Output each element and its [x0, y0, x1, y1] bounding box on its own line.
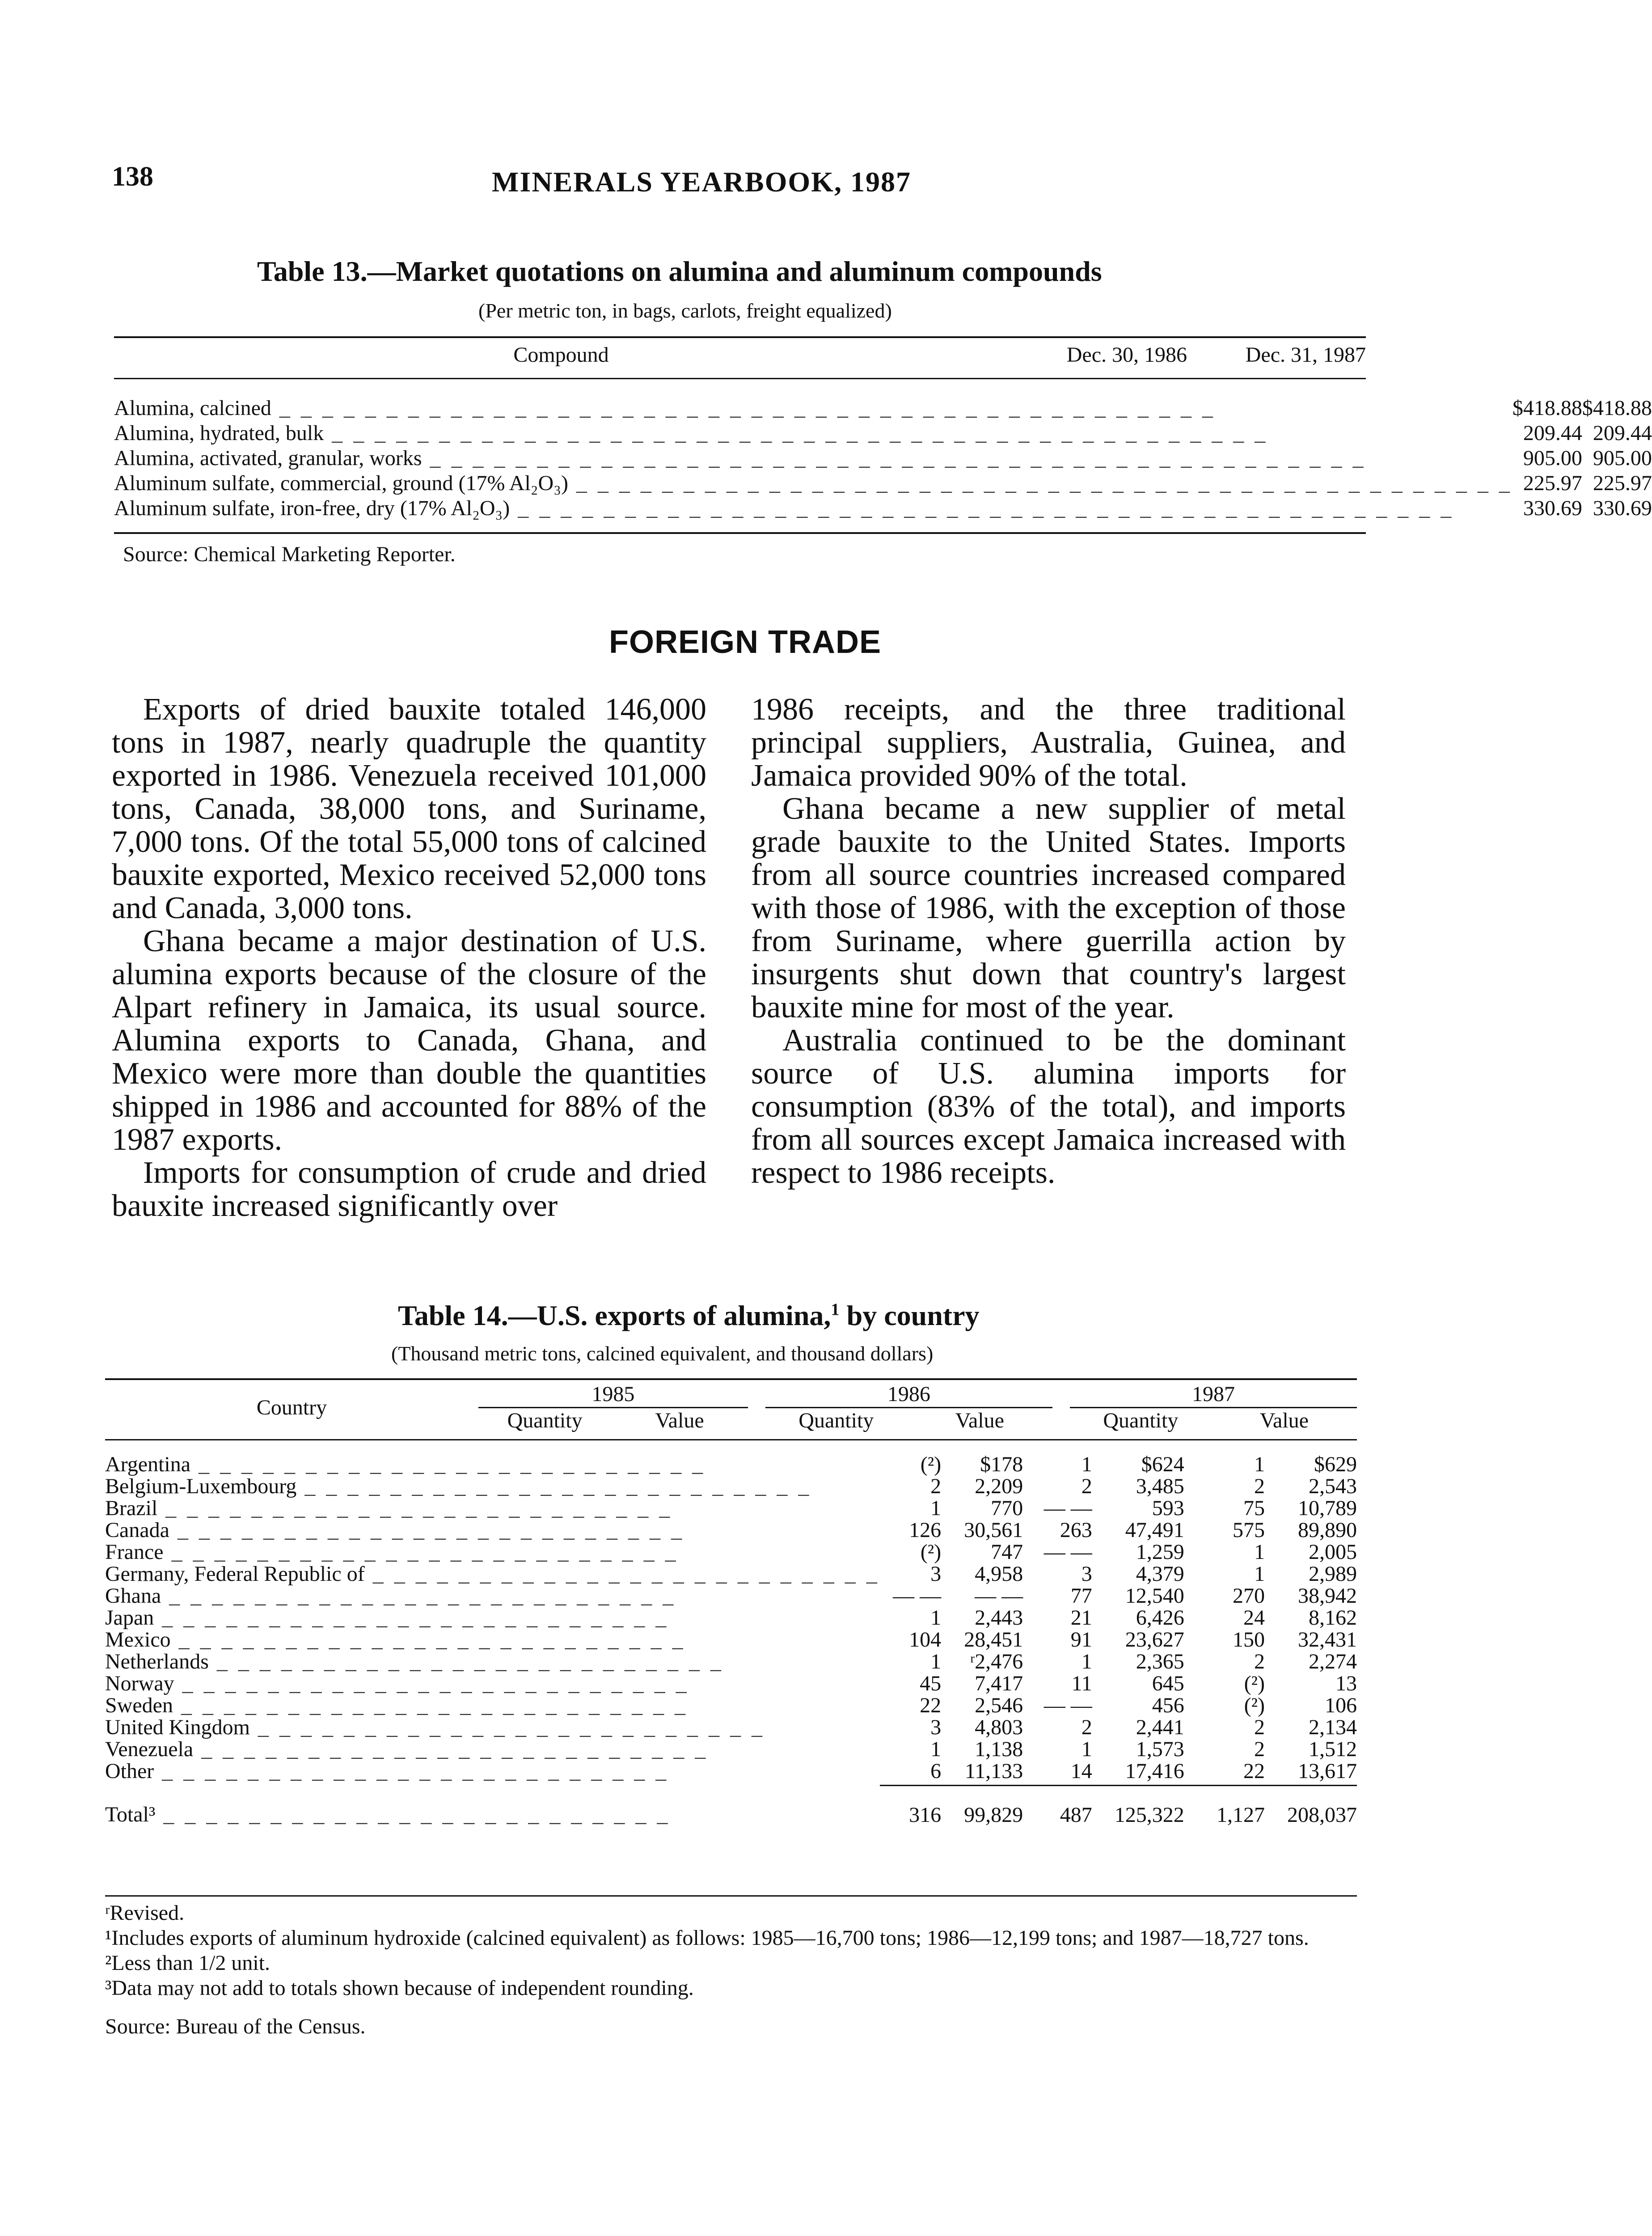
- value-cell: 13,617: [1298, 1759, 1357, 1783]
- value-cell: $624: [1141, 1453, 1184, 1476]
- value-cell: 3,485: [1136, 1474, 1184, 1498]
- value-cell: 2,443: [975, 1606, 1023, 1630]
- paragraph: 1986 receipts, and the three traditional principal suppliers, Australia, Guinea, and Jamaica provided 90% of the total.: [751, 692, 1346, 793]
- country-name: Other: [105, 1759, 154, 1783]
- value-cell: 28,451: [964, 1628, 1023, 1652]
- quantity-cell: 126: [909, 1518, 942, 1542]
- quantity-cell: 3: [930, 1562, 942, 1586]
- value-cell: ʳ2,476: [970, 1650, 1023, 1673]
- value-cell: 2,134: [1309, 1715, 1357, 1739]
- country-name: Netherlands: [105, 1650, 209, 1673]
- quantity-cell: 150: [1233, 1628, 1265, 1652]
- quantity-cell: 21: [1070, 1606, 1092, 1630]
- table13-col-1986: Dec. 30, 1986: [1066, 343, 1187, 367]
- value-cell: 208,037: [1287, 1803, 1357, 1827]
- value-cell: 2,209: [975, 1474, 1023, 1498]
- page-number: 138: [112, 161, 153, 192]
- sub-header-value: Value: [955, 1409, 1004, 1432]
- compound-name: Alumina, activated, granular, works: [114, 446, 422, 470]
- value-cell: 770: [991, 1496, 1023, 1520]
- table14-top-rule: [105, 1378, 1357, 1380]
- quantity-cell: 270: [1233, 1584, 1265, 1608]
- quantity-cell: 575: [1233, 1518, 1265, 1542]
- value-cell: 32,431: [1298, 1628, 1357, 1652]
- paragraph: Ghana became a new supplier of metal grade bauxite to the United States. Imports from all source countries increased compared with those of 1986, with the exception of those from Suriname, where guerrilla action by insurgents shut down that country's largest bauxite mine for most of the year.: [751, 792, 1346, 1025]
- quantity-cell: 2: [1254, 1650, 1265, 1673]
- paragraph: Australia continued to be the dominant source of U.S. alumina imports for consumption (83% of the total), and imports from all sources except Jamaica increased with respect to 1986 receipts.: [751, 1023, 1346, 1190]
- table14-subtitle: (Thousand metric tons, calcined equivalent, and thousand dollars): [391, 1342, 934, 1365]
- quantity-cell: 1: [1081, 1453, 1092, 1476]
- table14-title: Table 14.—U.S. exports of alumina,$^1$ by country: [398, 1300, 980, 1331]
- table14-row: Germany, Federal Republic of _ _ _ _ _ _ _ _ _ _ _ _ _ _ _ _ _ _ _ _ _ _ _ _ 3 4,958 3 4,379 1 2,989: [105, 1562, 1357, 1586]
- value-1987: $418.88: [1582, 396, 1652, 420]
- quantity-cell: 2: [1254, 1474, 1265, 1498]
- table14-row: United Kingdom _ _ _ _ _ _ _ _ _ _ _ _ _ _ _ _ _ _ _ _ _ _ _ _ 3 4,803 2 2,441 2 2,134: [105, 1715, 1357, 1739]
- table14-row: Norway _ _ _ _ _ _ _ _ _ _ _ _ _ _ _ _ _ _ _ _ _ _ _ _ 45 7,417 11 645 (²) 13: [105, 1672, 1357, 1695]
- value-cell: 1,138: [975, 1737, 1023, 1761]
- quantity-cell: 22: [920, 1694, 942, 1717]
- value-cell: 89,890: [1298, 1518, 1357, 1542]
- quantity-cell: 14: [1070, 1759, 1092, 1783]
- value-cell: 1,573: [1136, 1737, 1184, 1761]
- table13-body: [114, 396, 1652, 521]
- footnote: ³Data may not add to totals shown because of independent rounding.: [105, 1976, 694, 2000]
- value-1986: $418.88: [1512, 396, 1582, 420]
- table13-row: Alumina, activated, granular, works _ _ _ _ _ _ _ _ _ _ _ _ _ _ _ _ _ _ _ _ _ _ _ _ _ _ _ _ _ _ _ _ _ _ _ _ _ _ _ _ _ _ _ _ 905.00 905.00: [114, 446, 1652, 470]
- footnote: ²Less than 1/2 unit.: [105, 1951, 270, 1975]
- footnote: ʳRevised.: [105, 1901, 185, 1925]
- quantity-cell: 1: [930, 1496, 942, 1520]
- table13-top-rule: [114, 336, 1366, 338]
- quantity-cell: 24: [1243, 1606, 1265, 1630]
- table13-title: Table 13.—Market quotations on alumina and aluminum compounds: [257, 255, 1102, 287]
- value-cell: 30,561: [964, 1518, 1023, 1542]
- table13-subtitle: (Per metric ton, in bags, carlots, freight equalized): [478, 299, 892, 322]
- text-column-left: [112, 693, 706, 1223]
- quantity-cell: 1: [1254, 1562, 1265, 1586]
- table13-bottom-rule: [114, 532, 1366, 534]
- sub-header-value: Value: [655, 1409, 704, 1432]
- country-name: Norway: [105, 1672, 174, 1695]
- country-name: Total³: [105, 1803, 156, 1827]
- compound-name: Alumina, hydrated, bulk: [114, 421, 324, 445]
- country-name: Canada: [105, 1518, 169, 1542]
- table14-row: Mexico _ _ _ _ _ _ _ _ _ _ _ _ _ _ _ _ _ _ _ _ _ _ _ _ 104 28,451 91 23,627 150 32,431: [105, 1628, 1357, 1652]
- table14-source: Source: Bureau of the Census.: [105, 2015, 366, 2038]
- sub-header-quantity: Quantity: [799, 1409, 874, 1432]
- quantity-cell: 11: [1071, 1672, 1092, 1695]
- sub-header-value: Value: [1259, 1409, 1309, 1432]
- value-cell: 2,365: [1136, 1650, 1184, 1673]
- quantity-cell: 2: [930, 1474, 942, 1498]
- value-cell: 47,491: [1125, 1518, 1184, 1542]
- sub-header-quantity: Quantity: [507, 1409, 583, 1432]
- quantity-cell: (²): [1244, 1672, 1265, 1695]
- quantity-cell: 75: [1243, 1496, 1265, 1520]
- text-column-right: [751, 693, 1346, 1190]
- table14-row: Canada _ _ _ _ _ _ _ _ _ _ _ _ _ _ _ _ _ _ _ _ _ _ _ _ 126 30,561 263 47,491 575 89,890: [105, 1518, 1357, 1542]
- quantity-cell: 263: [1060, 1518, 1092, 1542]
- value-cell: 17,416: [1125, 1759, 1184, 1783]
- compound-name: Alumina, calcined: [114, 396, 271, 420]
- table14-bottom-rule: [105, 1895, 1357, 1897]
- quantity-cell: 6: [930, 1759, 942, 1783]
- quantity-cell: 2: [1254, 1715, 1265, 1739]
- quantity-cell: 2: [1081, 1474, 1092, 1498]
- value-cell: — —: [975, 1584, 1023, 1608]
- table14-row: Japan _ _ _ _ _ _ _ _ _ _ _ _ _ _ _ _ _ _ _ _ _ _ _ _ 1 2,443 21 6,426 24 8,162: [105, 1606, 1357, 1630]
- quantity-cell: 1: [1254, 1540, 1265, 1564]
- table14-year-1985: 1985: [478, 1382, 748, 1408]
- value-cell: 456: [1152, 1694, 1184, 1717]
- value-1986: 905.00: [1523, 446, 1582, 470]
- value-cell: 13: [1335, 1672, 1357, 1695]
- table14-row: France _ _ _ _ _ _ _ _ _ _ _ _ _ _ _ _ _ _ _ _ _ _ _ _ (²) 747 — — 1,259 1 2,005: [105, 1540, 1357, 1564]
- quantity-cell: (²): [920, 1453, 942, 1476]
- country-name: France: [105, 1540, 164, 1564]
- quantity-cell: 316: [909, 1803, 942, 1827]
- value-cell: 10,789: [1298, 1496, 1357, 1520]
- value-cell: 645: [1152, 1672, 1184, 1695]
- table13-col-compound: Compound: [513, 343, 609, 367]
- quantity-cell: 3: [930, 1715, 942, 1739]
- quantity-cell: 487: [1060, 1803, 1092, 1827]
- quantity-cell: 1: [1081, 1650, 1092, 1673]
- table14-year-1987: 1987: [1070, 1382, 1357, 1408]
- paragraph: Exports of dried bauxite totaled 146,000 tons in 1987, nearly quadruple the quantity exported in 1986. Venezuela received 101,000 tons, Canada, 38,000 tons, and Suriname, 7,000 tons. Of the total 55,000 tons of calcined bauxite exported, Mexico received 52,000 tons and Canada, 3,000 tons.: [112, 692, 706, 925]
- quantity-cell: 3: [1081, 1562, 1092, 1586]
- quantity-cell: — —: [893, 1584, 942, 1608]
- quantity-cell: (²): [1244, 1694, 1265, 1717]
- footnote: ¹Includes exports of aluminum hydroxide (calcined equivalent) as follows: 1985—16,700 tons; 1986—12,199 tons; and 1987—18,727 tons.: [105, 1926, 1309, 1950]
- quantity-cell: 45: [920, 1672, 942, 1695]
- quantity-cell: 77: [1070, 1584, 1092, 1608]
- quantity-cell: 1: [930, 1650, 942, 1673]
- quantity-cell: 22: [1243, 1759, 1265, 1783]
- table13-row: Aluminum sulfate, commercial, ground (17% Al₂O₃) _ _ _ _ _ _ _ _ _ _ _ _ _ _ _ _ _ _ _ _ _ _ _ _ _ _ _ _ _ _ _ _ _ _ _ _ _ _ _ _ _ _ _ _ 225.97 225.97: [114, 471, 1652, 495]
- quantity-cell: 91: [1070, 1628, 1092, 1652]
- value-cell: 2,274: [1309, 1650, 1357, 1673]
- value-cell: 747: [991, 1540, 1023, 1564]
- value-cell: 8,162: [1309, 1606, 1357, 1630]
- table13-row: Alumina, hydrated, bulk _ _ _ _ _ _ _ _ _ _ _ _ _ _ _ _ _ _ _ _ _ _ _ _ _ _ _ _ _ _ _ _ _ _ _ _ _ _ _ _ _ _ _ _ 209.44 209.44: [114, 421, 1652, 445]
- table13-col-1987: Dec. 31, 1987: [1245, 343, 1366, 367]
- value-1987: 905.00: [1593, 446, 1652, 470]
- quantity-cell: — —: [1044, 1496, 1092, 1520]
- value-cell: 2,543: [1309, 1474, 1357, 1498]
- table14-total-row: Total³ _ _ _ _ _ _ _ _ _ _ _ _ _ _ _ _ _ _ _ _ _ _ _ _ 316 99,829 487 125,322 1,127 208,037: [105, 1786, 1357, 1826]
- country-name: Mexico: [105, 1628, 171, 1652]
- value-cell: $178: [980, 1453, 1023, 1476]
- country-name: Belgium-Luxembourg: [105, 1474, 297, 1498]
- country-name: Sweden: [105, 1694, 173, 1717]
- value-cell: 99,829: [964, 1803, 1023, 1827]
- country-name: Argentina: [105, 1453, 191, 1476]
- running-title: MINERALS YEARBOOK, 1987: [492, 166, 911, 198]
- country-name: United Kingdom: [105, 1715, 250, 1739]
- value-cell: 106: [1325, 1694, 1357, 1717]
- value-1986: 330.69: [1523, 496, 1582, 520]
- quantity-cell: 1: [930, 1737, 942, 1761]
- table14-country-header: Country: [256, 1395, 327, 1419]
- value-1986: 225.97: [1523, 471, 1582, 495]
- quantity-cell: 1,127: [1217, 1803, 1265, 1827]
- compound-name: Aluminum sulfate, iron-free, dry (17% Al₂O₃): [114, 496, 510, 520]
- country-name: Brazil: [105, 1496, 158, 1520]
- value-cell: 1,512: [1309, 1737, 1357, 1761]
- value-cell: 7,417: [975, 1672, 1023, 1695]
- value-cell: 2,546: [975, 1694, 1023, 1717]
- value-cell: 11,133: [964, 1759, 1023, 1783]
- table14-year-1986: 1986: [765, 1382, 1052, 1408]
- value-cell: 4,379: [1136, 1562, 1184, 1586]
- value-1987: 225.97: [1593, 471, 1652, 495]
- quantity-cell: 1: [930, 1606, 942, 1630]
- quantity-cell: 2: [1081, 1715, 1092, 1739]
- quantity-cell: 1: [1254, 1453, 1265, 1476]
- table14-row: Other _ _ _ _ _ _ _ _ _ _ _ _ _ _ _ _ _ _ _ _ _ _ _ _ 6 11,133 14 17,416 22 13,617: [105, 1759, 1357, 1783]
- table13: [114, 340, 1366, 373]
- table14-body: [105, 1453, 1357, 1826]
- value-cell: $629: [1314, 1453, 1357, 1476]
- value-1986: 209.44: [1523, 421, 1582, 445]
- country-name: Germany, Federal Republic of: [105, 1562, 365, 1586]
- compound-name: Aluminum sulfate, commercial, ground (17% Al₂O₃): [114, 471, 568, 495]
- value-cell: 1,259: [1136, 1540, 1184, 1564]
- value-cell: 12,540: [1125, 1584, 1184, 1608]
- table13-source: Source: Chemical Marketing Reporter.: [123, 542, 456, 566]
- table14-row: Venezuela _ _ _ _ _ _ _ _ _ _ _ _ _ _ _ _ _ _ _ _ _ _ _ _ 1 1,138 1 1,573 2 1,512: [105, 1737, 1357, 1761]
- quantity-cell: (²): [920, 1540, 942, 1564]
- section-heading: FOREIGN TRADE: [608, 624, 881, 660]
- table14-row: Sweden _ _ _ _ _ _ _ _ _ _ _ _ _ _ _ _ _ _ _ _ _ _ _ _ 22 2,546 — — 456 (²) 106: [105, 1694, 1357, 1717]
- quantity-cell: 2: [1254, 1737, 1265, 1761]
- value-cell: 125,322: [1114, 1803, 1184, 1827]
- table13-row: Aluminum sulfate, iron-free, dry (17% Al₂O₃) _ _ _ _ _ _ _ _ _ _ _ _ _ _ _ _ _ _ _ _ _ _ _ _ _ _ _ _ _ _ _ _ _ _ _ _ _ _ _ _ _ _ _ _ 330.69 330.69: [114, 496, 1652, 520]
- table14-row: Brazil _ _ _ _ _ _ _ _ _ _ _ _ _ _ _ _ _ _ _ _ _ _ _ _ 1 770 — — 593 75 10,789: [105, 1496, 1357, 1520]
- sub-header-quantity: Quantity: [1103, 1409, 1179, 1432]
- table14-header: [105, 1382, 1357, 1433]
- value-cell: 38,942: [1298, 1584, 1357, 1608]
- quantity-cell: — —: [1044, 1694, 1092, 1717]
- table13-header-rule: [114, 378, 1366, 379]
- table14-row: Belgium-Luxembourg _ _ _ _ _ _ _ _ _ _ _ _ _ _ _ _ _ _ _ _ _ _ _ _ 2 2,209 2 3,485 2 2,543: [105, 1474, 1357, 1498]
- table14-notes: [105, 1901, 1357, 2039]
- table14-row: Argentina _ _ _ _ _ _ _ _ _ _ _ _ _ _ _ _ _ _ _ _ _ _ _ _ (²) $178 1 $624 1 $629: [105, 1453, 1357, 1476]
- country-name: Ghana: [105, 1584, 161, 1608]
- value-cell: 593: [1152, 1496, 1184, 1520]
- value-cell: 23,627: [1125, 1628, 1184, 1652]
- value-cell: 4,958: [975, 1562, 1023, 1586]
- value-cell: 2,005: [1309, 1540, 1357, 1564]
- country-name: Venezuela: [105, 1737, 194, 1761]
- table14-header-rule: [105, 1439, 1357, 1440]
- value-cell: 2,441: [1136, 1715, 1184, 1739]
- value-1987: 330.69: [1593, 496, 1652, 520]
- quantity-cell: — —: [1044, 1540, 1092, 1564]
- country-name: Japan: [105, 1606, 154, 1630]
- table14-row: Netherlands _ _ _ _ _ _ _ _ _ _ _ _ _ _ _ _ _ _ _ _ _ _ _ _ 1 ʳ2,476 1 2,365 2 2,274: [105, 1650, 1357, 1673]
- value-cell: 4,803: [975, 1715, 1023, 1739]
- value-cell: 6,426: [1136, 1606, 1184, 1630]
- quantity-cell: 1: [1081, 1737, 1092, 1761]
- quantity-cell: 104: [909, 1628, 942, 1652]
- value-1987: 209.44: [1593, 421, 1652, 445]
- table13-row: Alumina, calcined _ _ _ _ _ _ _ _ _ _ _ _ _ _ _ _ _ _ _ _ _ _ _ _ _ _ _ _ _ _ _ _ _ _ _ _ _ _ _ _ _ _ _ _ $418.88 $418.88: [114, 396, 1652, 420]
- table14-row: Ghana _ _ _ _ _ _ _ _ _ _ _ _ _ _ _ _ _ _ _ _ _ _ _ _ — — — — 77 12,540 270 38,942: [105, 1584, 1357, 1608]
- value-cell: 2,989: [1309, 1562, 1357, 1586]
- paragraph: Ghana became a major destination of U.S. alumina exports because of the closure of the Alpart refinery in Jamaica, its usual source. Alumina exports to Canada, Ghana, and Mexico were more than double the quantities shipped in 1986 and accounted for 88% of the 1987 exports.: [112, 924, 706, 1157]
- paragraph: Imports for consumption of crude and dried bauxite increased significantly over: [112, 1156, 706, 1223]
